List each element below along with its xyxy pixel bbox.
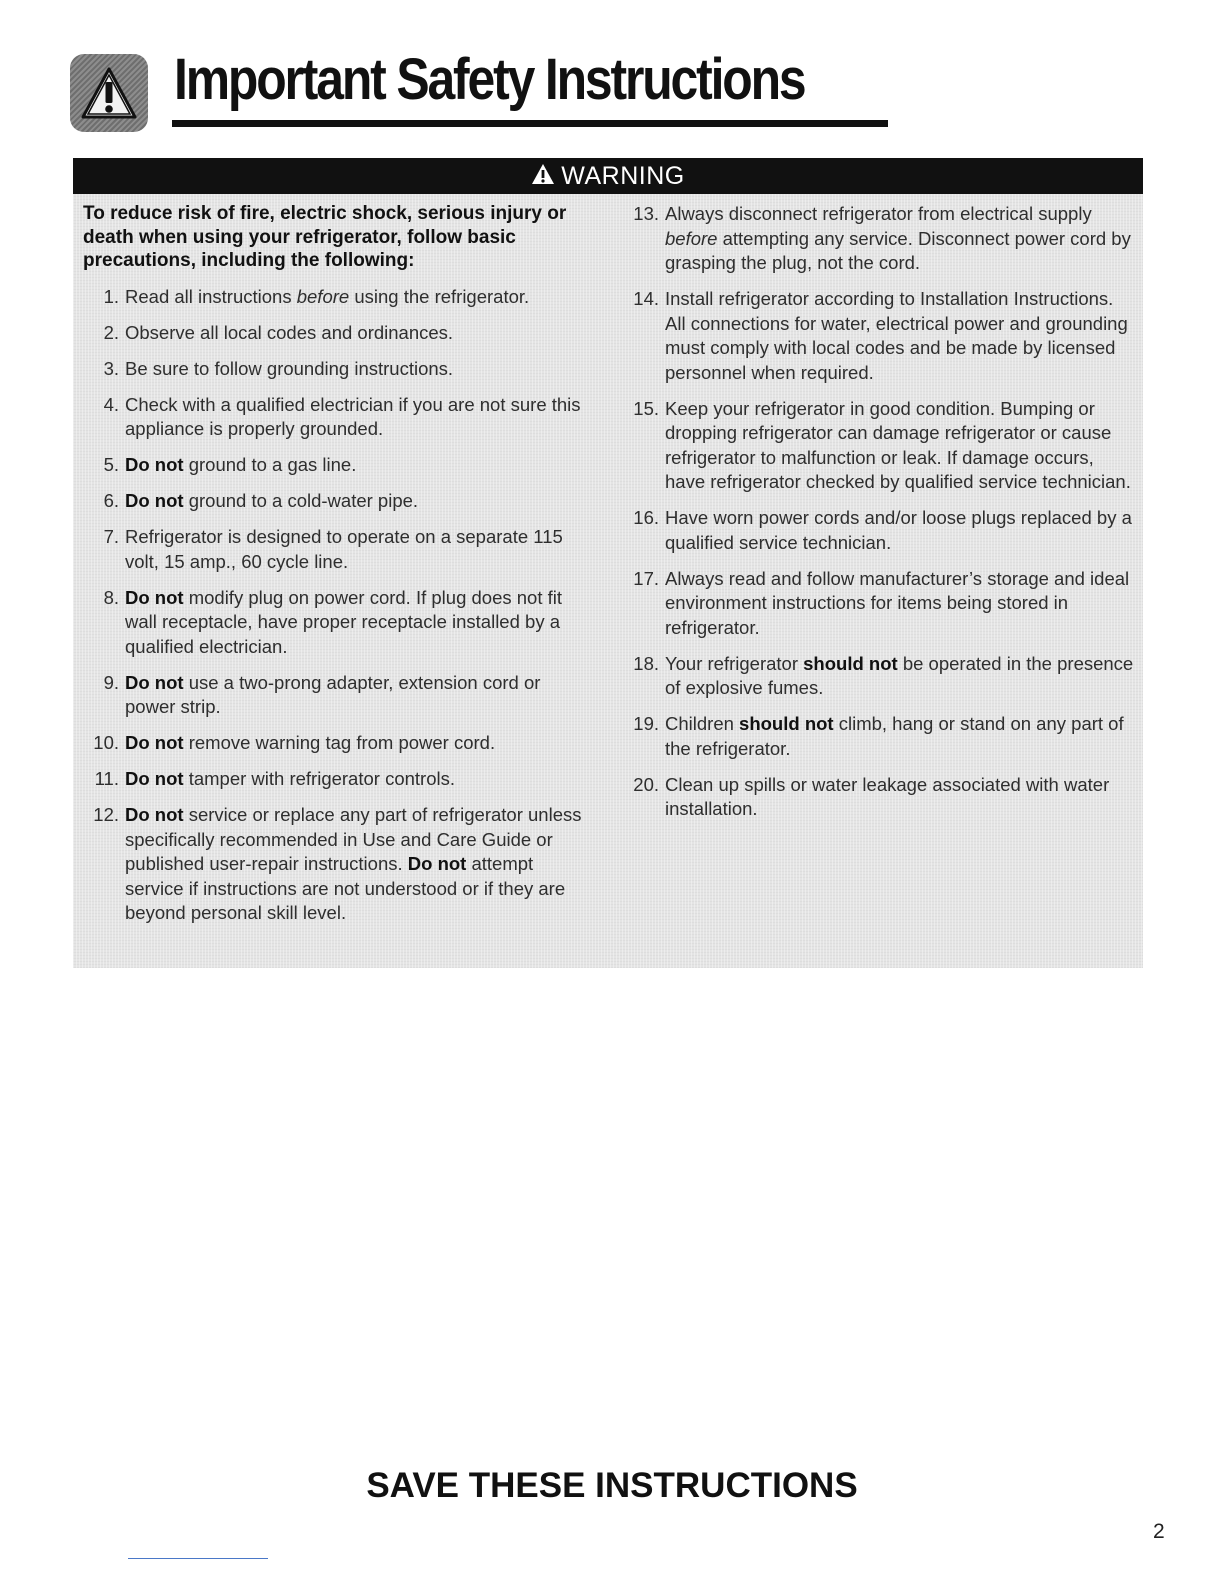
- safety-item: [83, 803, 593, 926]
- safety-item: [631, 202, 1136, 276]
- warning-intro: To reduce risk of fire, electric shock, serious injury or death when using your refrigerator, follow basic precautions, including the following:: [83, 203, 567, 271]
- warning-label: WARNING: [561, 161, 685, 190]
- item-text: [665, 652, 1136, 701]
- item-number: 19.: [633, 713, 659, 734]
- item-number: 13.: [633, 203, 659, 224]
- item-text: [125, 489, 593, 514]
- item-text-segment: Always read and follow manufacturer’s storage and ideal environment instructions for items being stored in refrigerator.: [665, 567, 1130, 638]
- emphasis-text: Do not: [407, 853, 467, 874]
- safety-item: [631, 567, 1136, 641]
- item-text: [125, 453, 593, 478]
- item-number: 16.: [633, 507, 659, 528]
- page-number: 2: [1153, 1520, 1165, 1543]
- item-text-segment: Always disconnect refrigerator from electrical supply: [665, 203, 1092, 224]
- item-text: [125, 321, 593, 346]
- emphasis-text: Do not: [125, 490, 184, 511]
- item-text: [665, 773, 1136, 822]
- item-text-segment: ground to a cold-water pipe.: [183, 490, 419, 511]
- item-text-segment: Your refrigerator: [665, 652, 804, 674]
- safety-item: [83, 357, 593, 382]
- item-text-segment: attempting any service. Disconnect power cord by grasping the plug, not the cord.: [665, 227, 1131, 273]
- item-text: [125, 586, 593, 660]
- item-text-segment: Clean up spills or water leakage associated with water installation.: [665, 773, 1110, 819]
- item-text: [665, 397, 1136, 495]
- item-number: 10.: [93, 732, 119, 753]
- safety-item: [631, 506, 1136, 555]
- safety-item: [83, 731, 593, 756]
- item-number: 7.: [103, 526, 119, 547]
- item-number: 4.: [103, 393, 119, 415]
- save-instructions-text: SAVE THESE INSTRUCTIONS: [366, 1466, 858, 1505]
- emphasis-text: Do not: [125, 671, 184, 693]
- item-number: 17.: [633, 567, 659, 589]
- safety-item: [83, 321, 593, 346]
- item-number: 11.: [94, 768, 119, 789]
- item-number: 6.: [103, 490, 119, 511]
- safety-item: [631, 652, 1136, 701]
- item-text-segment: Observe all local codes and ordinances.: [125, 321, 454, 343]
- item-number: 12.: [93, 804, 119, 825]
- item-text: [665, 202, 1136, 276]
- item-text: [125, 803, 593, 926]
- item-number: 18.: [633, 652, 659, 674]
- page-title: Important Safety Instructions: [174, 47, 805, 112]
- item-text-segment: be operated in the presence of explosive fumes.: [665, 652, 1134, 698]
- warning-triangle-icon: [531, 163, 555, 190]
- item-text-segment: Be sure to follow grounding instructions.: [125, 357, 454, 379]
- item-text-segment: Children: [665, 713, 740, 734]
- item-text-segment: Refrigerator is designed to operate on a separate 115 volt, 15 amp., 60 cycle line.: [125, 526, 563, 572]
- item-text: [125, 525, 593, 574]
- item-number: 9.: [103, 671, 119, 693]
- item-text-segment: before: [665, 227, 718, 249]
- item-text-segment: use a two-prong adapter, extension cord or power strip.: [125, 671, 541, 717]
- item-text-segment: Check with a qualified electrician if you are not sure this appliance is properly grounded.: [125, 393, 581, 439]
- safety-item: [83, 586, 593, 660]
- emphasis-text: Do not: [125, 768, 184, 789]
- item-number: 1.: [103, 285, 119, 307]
- safety-item: [83, 671, 593, 720]
- item-text: [125, 285, 593, 310]
- item-text: [665, 506, 1136, 555]
- item-number: 2.: [103, 321, 119, 343]
- safety-item: [83, 453, 593, 478]
- item-text-segment: ground to a gas line.: [183, 454, 357, 475]
- emphasis-text: Do not: [125, 804, 184, 825]
- warning-panel: [73, 158, 1143, 968]
- item-text-segment: attempt service if instructions are not understood or if they are beyond personal skill level.: [125, 853, 566, 923]
- item-text-segment: tamper with refrigerator controls.: [183, 768, 455, 789]
- safety-item: [631, 773, 1136, 822]
- item-number: 8.: [103, 586, 119, 608]
- item-text-segment: Install refrigerator according to Installation Instructions. All connections for water, electrical power and grounding must comply with local codes and be made by licensed personnel when required.: [665, 288, 1128, 383]
- item-text: [125, 731, 593, 756]
- footer-link-line: [128, 1558, 268, 1559]
- item-number: 3.: [103, 357, 119, 379]
- title-underline: [172, 120, 888, 127]
- item-text-segment: Keep your refrigerator in good condition. Bumping or dropping refrigerator can damage refrigerator or cause refrigerator to malfunction or leak. If damage occurs, have refrigerator checked by qualified service technician.: [665, 397, 1131, 492]
- item-number: 14.: [633, 288, 659, 309]
- safety-item: [83, 525, 593, 574]
- emphasis-text: Do not: [125, 732, 184, 753]
- item-text-segment: service or replace any part of refrigerator unless specifically recommended in Use and Care Guide or published user-repair instructions.: [125, 804, 582, 874]
- emphasis-text: should not: [803, 652, 898, 674]
- item-number: 20.: [633, 773, 659, 795]
- item-text-segment: remove warning tag from power cord.: [183, 732, 496, 753]
- item-number: 15.: [633, 397, 659, 419]
- item-text-segment: climb, hang or stand on any part of the refrigerator.: [665, 713, 1124, 759]
- safety-item: [631, 712, 1136, 761]
- item-text: [125, 357, 593, 382]
- safety-item: [83, 489, 593, 514]
- item-text: [125, 767, 593, 792]
- safety-item: [83, 767, 593, 792]
- warning-bar: [73, 158, 1143, 194]
- safety-item: [631, 287, 1136, 385]
- item-text-segment: modify plug on power cord. If plug does not fit wall receptacle, have proper receptacle installed by a qualified electrician.: [125, 586, 562, 657]
- warning-column-right: [631, 202, 1136, 833]
- item-text-segment: before: [296, 285, 350, 307]
- emphasis-text: should not: [739, 713, 834, 734]
- item-number: 5.: [103, 454, 119, 475]
- item-text-segment: Read all instructions: [125, 285, 297, 307]
- warning-column-left: [83, 202, 593, 937]
- safety-item: [83, 393, 593, 442]
- safety-item: [83, 285, 593, 310]
- item-text: [665, 287, 1136, 385]
- item-text: [125, 671, 593, 720]
- item-text: [665, 712, 1136, 761]
- item-text-segment: using the refrigerator.: [349, 285, 530, 307]
- warning-triangle-icon: [70, 54, 148, 132]
- item-text: [125, 393, 593, 442]
- item-text-segment: Have worn power cords and/or loose plugs replaced by a qualified service technician.: [665, 507, 1132, 553]
- emphasis-text: Do not: [125, 454, 184, 475]
- item-text: [665, 567, 1136, 641]
- safety-item: [631, 397, 1136, 495]
- emphasis-text: Do not: [125, 586, 184, 608]
- page-header: [70, 46, 830, 130]
